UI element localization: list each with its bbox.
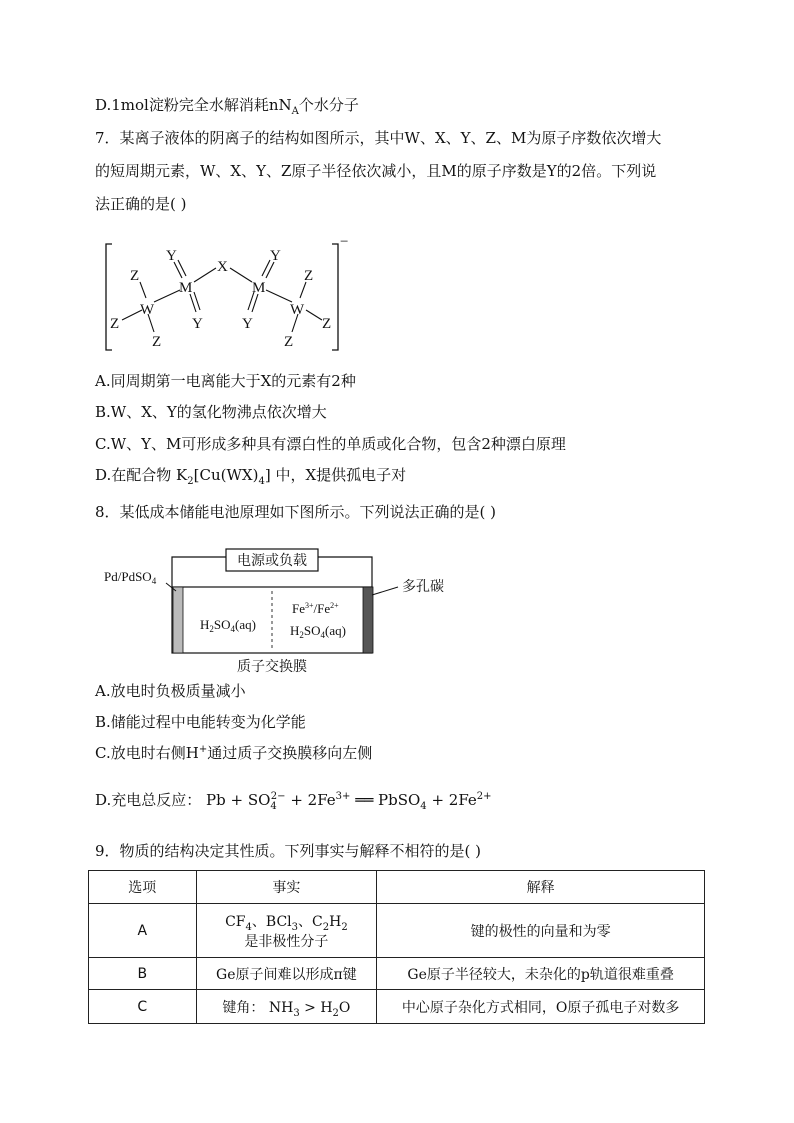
q8-option-d: D.充电总反应： $Pb + SO_4^{2-} + 2Fe^{3+}$ ══ PbSO$_4$ + $2Fe^{2+}$ xyxy=(95,791,492,812)
facts-table xyxy=(88,870,705,1024)
q7-option-c: C.W、Y、M可形成多种具有漂白性的单质或化合物，包含2种漂白原理 xyxy=(95,435,566,453)
row-fact: 键角： $NH_3 > H_2O$ xyxy=(196,990,377,1024)
q8-option-c: C.放电时右侧H+通过质子交换膜移向左侧 xyxy=(95,744,373,762)
right-solution: $H_2SO_4(aq)$ xyxy=(290,623,346,640)
atom-w2: W xyxy=(290,302,305,318)
atom-z3: Z xyxy=(152,334,162,350)
charge-reaction-equation: $Pb + SO_4^{2-} + 2Fe^{3+}$ ══ PbSO$_4$ + $2Fe^{2+}$ xyxy=(206,791,492,812)
right-ions: $Fe^{3+}/Fe^{2+}$ xyxy=(292,601,339,616)
row-option: A xyxy=(89,904,197,958)
atom-z6: Z xyxy=(284,334,294,350)
q7-option-a: A.同周期第一电离能大于X的元素有2种 xyxy=(95,372,356,390)
atom-y2: Y xyxy=(192,316,203,332)
row-option: C xyxy=(89,990,197,1024)
atom-m1: M xyxy=(179,280,193,296)
charge-sign: − xyxy=(340,236,349,250)
row-explanation: 中心原子杂化方式相同，O原子孤电子对数多 xyxy=(377,990,705,1024)
row-fact: $CF_4$、BCl$_3$、$C_2H_2$ 是非极性分子 xyxy=(196,904,377,958)
row-explanation: Ge原子半径较大，未杂化的p轨道很难重叠 xyxy=(377,958,705,990)
atom-y1: Y xyxy=(166,248,177,264)
anion-structure-diagram xyxy=(100,236,350,356)
q9-stem: 9．物质的结构决定其性质。下列事实与解释不相符的是( ) xyxy=(95,842,482,860)
battery-diagram xyxy=(100,545,460,675)
atom-y3: Y xyxy=(270,248,281,264)
header-option: 选项 xyxy=(89,871,197,904)
row-explanation: 键的极性的向量和为零 xyxy=(377,904,705,958)
q8-stem: 8．某低成本储能电池原理如下图所示。下列说法正确的是( ) xyxy=(95,503,497,521)
atom-m2: M xyxy=(252,280,266,296)
header-explanation: 解释 xyxy=(377,871,705,904)
hydrogen-ion: H+ xyxy=(185,744,208,762)
atom-z5: Z xyxy=(322,316,332,332)
membrane-label: 质子交换膜 xyxy=(237,660,307,675)
right-electrode-label: 多孔碳 xyxy=(402,580,444,595)
left-electrode-label: Pd/PdSO$_4$ xyxy=(104,569,157,586)
atom-y4: Y xyxy=(242,316,253,332)
complex-formula: $K_2[Cu(WX)_4]$ xyxy=(176,466,271,487)
molecules-formula: $CF_4$、BCl$_3$、$C_2H_2$ xyxy=(225,913,348,933)
table-row xyxy=(89,904,705,958)
table-row xyxy=(89,990,705,1024)
left-solution: $H_2SO_4(aq)$ xyxy=(200,617,256,634)
source-label: 电源或负载 xyxy=(237,554,307,569)
atom-w1: W xyxy=(140,302,155,318)
atom-z1: Z xyxy=(130,268,140,284)
q7-option-b: B.W、X、Y的氢化物沸点依次增大 xyxy=(95,403,327,421)
q8-option-b: B.储能过程中电能转变为化学能 xyxy=(95,713,306,731)
q7-stem-line2: 的短周期元素，W、X、Y、Z原子半径依次减小，且M的原子序数是Y的2倍。下列说 xyxy=(95,162,657,180)
atom-z2: Z xyxy=(110,316,120,332)
table-row xyxy=(89,958,705,990)
q8-option-a: A.放电时负极质量减小 xyxy=(95,682,246,700)
row-option: B xyxy=(89,958,197,990)
atom-x: X xyxy=(217,259,228,275)
table-header-row xyxy=(89,871,705,904)
q6-option-d: D.1mol淀粉完全水解消耗$nN_A$个水分子 xyxy=(95,96,359,117)
q7-stem-line3: 法正确的是( ) xyxy=(95,195,187,213)
atom-z4: Z xyxy=(304,268,314,284)
q7-stem-line1: 7．某离子液体的阴离子的结构如图所示，其中W、X、Y、Z、M为原子序数依次增大 xyxy=(95,129,662,147)
q7-option-d: D.在配合物 $K_2[Cu(WX)_4]$ 中，X提供孤电子对 xyxy=(95,466,407,487)
header-fact: 事实 xyxy=(196,871,377,904)
row-fact: Ge原子间难以形成π键 xyxy=(196,958,377,990)
